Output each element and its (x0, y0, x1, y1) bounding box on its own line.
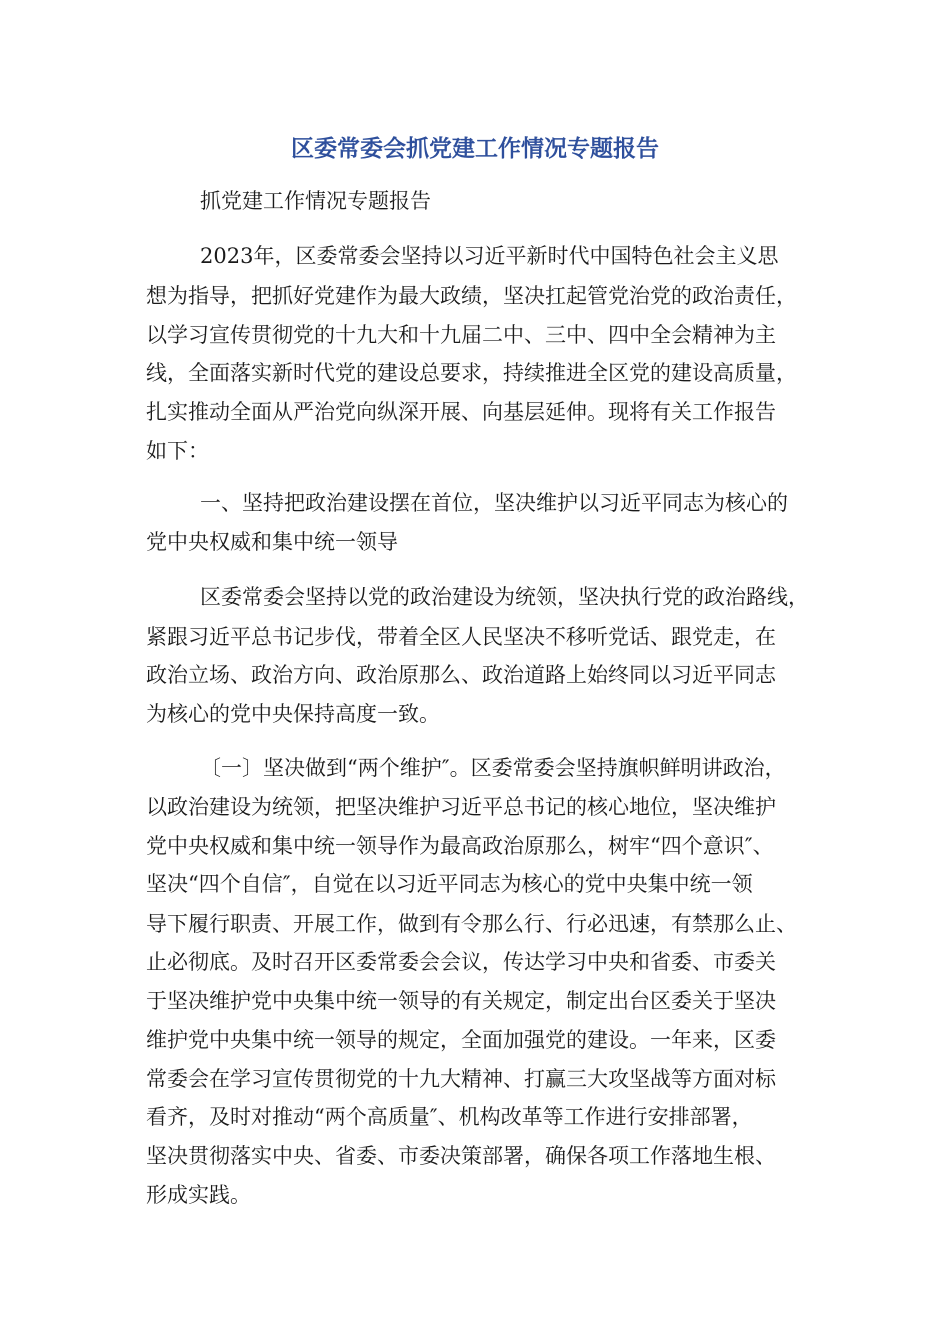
document-title: 区委常委会抓党建工作情况专题报告 (291, 136, 659, 162)
paragraph-line: 形成实践。 (146, 1183, 251, 1207)
paragraph-line: 扎实推动全面从严治党向纵深开展、向基层延伸。现将有关工作报告 (146, 400, 776, 424)
paragraph-line: 常委会在学习宣传贯彻党的十九大精神、打赢三大攻坚战等方面对标 (146, 1067, 776, 1091)
paragraph-line: 以学习宣传贯彻党的十九大和十九届二中、三中、四中全会精神为主 (146, 323, 776, 347)
paragraph-line: 于坚决维护党中央集中统一领导的有关规定，制定出台区委关于坚决 (146, 989, 776, 1013)
paragraph-line: 线，全面落实新时代党的建设总要求，持续推进全区党的建设高质量， (146, 361, 797, 385)
paragraph-line: 坚决“四个自信″，自觉在以习近平同志为核心的党中央集中统一领 (146, 872, 753, 896)
paragraph-line: 〔一〕坚决做到“两个维护″。区委常委会坚持旗帜鲜明讲政治， (200, 756, 786, 780)
paragraph-line: 坚决贯彻落实中央、省委、市委决策部署，确保各项工作落地生根、 (146, 1144, 776, 1168)
paragraph-line: 党中央权威和集中统一领导 (146, 530, 398, 554)
paragraph-line: 政治立场、政治方向、政治原那么、政治道路上始终同以习近平同志 (146, 663, 776, 687)
paragraph-line: 维护党中央集中统一领导的规定，全面加强党的建设。一年来，区委 (146, 1028, 776, 1052)
paragraph-line: 止必彻底。及时召开区委常委会会议，传达学习中央和省委、市委关 (146, 950, 776, 974)
paragraph-line: 一、坚持把政治建设摆在首位，坚决维护以习近平同志为核心的 (200, 491, 788, 515)
paragraph-line: 导下履行职责、开展工作，做到有令那么行、行必迅速，有禁那么止、 (146, 912, 797, 936)
paragraph-line: 党中央权威和集中统一领导作为最高政治原那么，树牢“四个意识″、 (146, 834, 774, 858)
document-subtitle: 抓党建工作情况专题报告 (200, 189, 431, 213)
paragraph-line: 紧跟习近平总书记步伐，带着全区人民坚决不移听党话、跟党走，在 (146, 625, 776, 649)
paragraph-line: 看齐，及时对推动“两个高质量″、机构改革等工作进行安排部署， (146, 1105, 753, 1129)
paragraph-line: 为核心的党中央保持高度一致。 (146, 702, 440, 726)
paragraph-line: 区委常委会坚持以党的政治建设为统领，坚决执行党的政治路线， (200, 585, 809, 609)
paragraph-line: 以政治建设为统领，把坚决维护习近平总书记的核心地位，坚决维护 (146, 795, 776, 819)
paragraph-line: 2023年，区委常委会坚持以习近平新时代中国特色社会主义思 (200, 244, 779, 268)
paragraph-line: 想为指导，把抓好党建作为最大政绩，坚决扛起管党治党的政治责任， (146, 284, 797, 308)
paragraph-line: 如下： (146, 439, 209, 463)
